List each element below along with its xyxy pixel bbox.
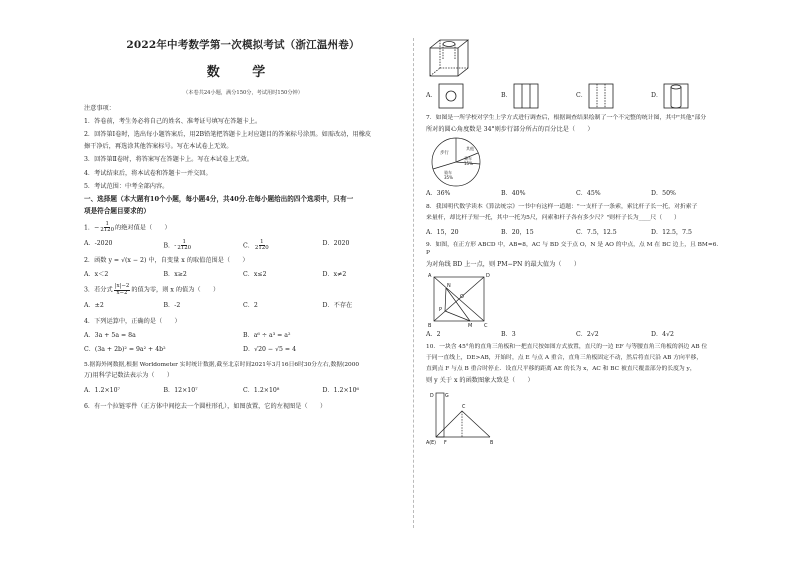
q9-option-a[interactable]: A．2 xyxy=(426,330,441,338)
question-5-cont: 万)用科学记数法表示为（ ） xyxy=(84,372,174,380)
q6-option-d-figure xyxy=(662,82,690,110)
q5-options xyxy=(84,387,402,395)
q2-option-d[interactable]: D．x≠2 xyxy=(322,271,347,279)
svg-text:C: C xyxy=(462,405,466,411)
q4-option-a[interactable]: A．3a + 5a = 8a xyxy=(84,331,136,339)
question-10: 10．一块含 45°角的直角三角板和一把直尺按如图方式放置，直尺的一边 EF 与等腰直角三角板的斜边 AB 位 xyxy=(426,344,708,351)
note-4: 4．考试结束后，将本试卷和答题卡一并交回。 xyxy=(84,169,212,177)
svg-text:M: M xyxy=(468,322,473,329)
q1-option-a[interactable]: A．-2020 xyxy=(84,239,113,247)
cube-side-face xyxy=(458,40,468,76)
svg-text:A(E): A(E) xyxy=(426,441,437,447)
q2-option-a[interactable]: A．x＜2 xyxy=(84,271,109,279)
exam-title: 2022年中考数学第一次模拟考试（浙江温州卷） xyxy=(126,39,360,51)
q9-options xyxy=(426,331,726,339)
q8-option-c[interactable]: C．7.5，12.5 xyxy=(576,228,617,236)
svg-text:O: O xyxy=(460,293,464,300)
q3-fraction: $\frac{|x|-2}{x-2}$ xyxy=(114,283,130,296)
note-2: 2．回答第Ⅰ卷时，选出每小题答案后，用2B铅笔把答题卡上对应题目的答案标号涂黑。如需改动，用橡皮 xyxy=(84,131,372,139)
q5-option-a[interactable]: A．1.2×10⁷ xyxy=(84,386,121,394)
q1-option-b[interactable]: B．- $\frac{1}{2120}$ xyxy=(163,238,192,252)
q7-option-c[interactable]: C．45% xyxy=(576,190,601,198)
svg-text:P: P xyxy=(439,306,443,313)
q2-option-c[interactable]: C．x≤2 xyxy=(243,271,267,279)
q9-square-figure xyxy=(426,271,496,329)
q3-option-d[interactable]: D．不存在 xyxy=(322,302,353,310)
question-4: 4．下列运算中，正确的是（ ） xyxy=(84,317,181,325)
question-10-cont-1: 于同一直线上，DE>AB，开始时，点 E 与点 A 重合，直角三角板固定不动，然后将直尺沿 AB 方向平移， xyxy=(426,355,703,362)
q3-option-b[interactable]: B．-2 xyxy=(163,302,181,310)
q1-fraction: $\frac{1}{2120}$ xyxy=(100,221,115,234)
q6-option-c-figure xyxy=(587,82,615,110)
q7-pie-chart xyxy=(426,136,486,188)
q1-option-c[interactable]: C． $\frac{1}{2120}$ xyxy=(243,238,269,252)
q6-options xyxy=(426,82,726,110)
note-5: 5．考试范围：中考全部内容。 xyxy=(84,182,169,190)
q6-option-b[interactable]: B． xyxy=(501,82,576,110)
svg-text:N: N xyxy=(447,282,451,289)
notes-heading: 注意事项： xyxy=(84,104,115,112)
q6-cube-figure xyxy=(426,36,486,80)
q6-option-a-figure xyxy=(437,82,465,110)
exam-subject: 数 学 xyxy=(206,65,280,81)
q4-options-row2 xyxy=(84,346,402,354)
svg-text:A: A xyxy=(428,272,432,279)
left-column xyxy=(84,38,402,412)
question-1: 1．− $\frac{1}{2120}$ 的绝对值是（ ） xyxy=(84,221,171,234)
q8-option-b[interactable]: B．20，15 xyxy=(501,228,534,236)
q5-option-c[interactable]: C．1.2×10⁸ xyxy=(243,386,280,394)
question-8: 8．我国明代数学读本《算法统宗》一书中有这样一道题："一支杆子一条索，索比杆子长一托，对折索子 xyxy=(426,203,698,210)
q7-option-b[interactable]: B．40% xyxy=(501,190,526,198)
question-8-cont: 来量杆，却比杆子短一托，其中一托为5尺，问索和杆子各有多少尺？"则杆子长为____尺（ ） xyxy=(426,214,680,221)
question-9-cont: 为对角线 BD 上一点，则 PM−PN 的最大值为（ ） xyxy=(426,260,581,268)
question-7: 7．如图是一所学校对学生上学方式进行调查后，根据调查结果绘制了一个不完整的统计图，其中"其他"部分 xyxy=(426,115,707,121)
svg-text:C: C xyxy=(484,322,488,329)
svg-text:B: B xyxy=(490,441,494,447)
q4-options-row1 xyxy=(84,332,402,340)
q3-option-a[interactable]: A．±2 xyxy=(84,302,104,310)
note-3: 3．回答第Ⅱ卷时，将答案写在答题卡上。写在本试卷上无效。 xyxy=(84,156,254,164)
q2-options xyxy=(84,271,402,279)
pie-label-bike: 骑车 xyxy=(444,170,452,176)
question-5: 5.据海外网数据,根据 Worldometer 实时统计数据,截至北京时间2021年3月16日6时30分左右,数据(2000 xyxy=(84,361,360,368)
q2-option-b[interactable]: B．x≥2 xyxy=(163,271,187,279)
q6-option-b-figure xyxy=(512,82,540,110)
question-7-cont: 所对的圆心角度数是 34°则步行部分所占的百分比是（ ） xyxy=(426,125,594,133)
cube-top-hole xyxy=(443,42,455,47)
svg-text:F: F xyxy=(444,441,447,447)
question-3: 3．若分式 $\frac{|x|-2}{x-2}$ 的值为零，则 x 的值为（ ） xyxy=(84,283,220,296)
q8-option-d[interactable]: D．12.5，7.5 xyxy=(651,228,692,236)
q4-option-d[interactable]: D．√20 − √5 = 4 xyxy=(243,346,297,354)
section1-heading: 一、选择题（本大题有10个小题，每小题4分，共40分.在每小题给出的四个选项中，只有一 xyxy=(84,195,354,204)
section1-heading-cont: 项是符合题目要求的） xyxy=(84,207,150,216)
pie-label-bus-pct: 15% xyxy=(464,161,473,167)
note-1: 1．答卷前，考生务必将自己的姓名、准考证号填写在答题卡上。 xyxy=(84,118,262,126)
q7-option-a[interactable]: A．36% xyxy=(426,190,451,198)
q3-option-c[interactable]: C．2 xyxy=(243,302,258,310)
svg-text:D: D xyxy=(486,272,490,279)
question-10-cont-2: 直到点 F 与点 B 重合时停止．设直尺平移的距离 AE 的长为 x，AC 和 BC 被直尺覆盖部分的长度为 y， xyxy=(426,365,696,372)
pie-label-bike-pct: 35% xyxy=(444,175,453,181)
q6-option-c[interactable]: C． xyxy=(576,82,651,110)
q1-options xyxy=(84,240,402,252)
q9-option-d[interactable]: D．4√2 xyxy=(651,330,674,338)
question-6: 6．有一个拉链零件（正方体中间挖去一个圆柱形孔），如图放置，它的左视图是（ ） xyxy=(84,403,327,411)
pie-label-walk: 步行 xyxy=(440,151,449,157)
svg-text:D: D xyxy=(430,394,434,400)
q4-option-b[interactable]: B．a⁶ ÷ a³ = a² xyxy=(243,331,291,339)
pie-label-other: 其他 xyxy=(466,146,474,152)
svg-text:B: B xyxy=(428,322,432,329)
q5-option-d[interactable]: D．1.2×10⁶ xyxy=(322,386,360,394)
right-column xyxy=(426,36,726,447)
question-10-cont-3: 则 y 关于 x 的函数图象大致是（ ） xyxy=(426,376,534,384)
q8-options xyxy=(426,229,726,237)
q3-options xyxy=(84,302,402,310)
q4-option-c[interactable]: C．(3a + 2b)² = 9a² + 4b² xyxy=(84,346,166,354)
question-9: 9．如图，在正方形 ABCD 中，AB=8，AC 与 BD 交于点 O，N 是 AO 的中点，点 M 在 BC 边上，且 BM=6．P xyxy=(426,241,723,256)
cube-front-face xyxy=(430,48,458,76)
q10-triangle-ruler-figure xyxy=(426,387,506,447)
q6-option-a[interactable]: A． xyxy=(426,82,501,110)
q9-option-b[interactable]: B．3 xyxy=(501,330,516,338)
pie-label-bus: 乘车 xyxy=(464,156,472,162)
svg-text:G: G xyxy=(445,394,449,400)
q8-option-a[interactable]: A．15，20 xyxy=(426,228,459,236)
q5-option-b[interactable]: B．12×10⁷ xyxy=(163,386,198,394)
q7-options xyxy=(426,190,726,198)
q9-option-c[interactable]: C．2√2 xyxy=(576,330,599,338)
column-divider xyxy=(413,38,414,528)
exam-meta: （本卷共24小题，满分150分，考试用时150分钟） xyxy=(183,89,303,96)
q1-option-d[interactable]: D．2020 xyxy=(322,239,350,247)
q6-option-d[interactable]: D． xyxy=(651,82,726,110)
note-2-cont: 擦干净后，再选涂其他答案标号。写在本试卷上无效。 xyxy=(84,142,233,150)
question-2: 2．函数 y = √(x − 2) 中，自变量 x 的取值范围是（ ） xyxy=(84,256,249,264)
q7-option-d[interactable]: D．50% xyxy=(651,190,676,198)
